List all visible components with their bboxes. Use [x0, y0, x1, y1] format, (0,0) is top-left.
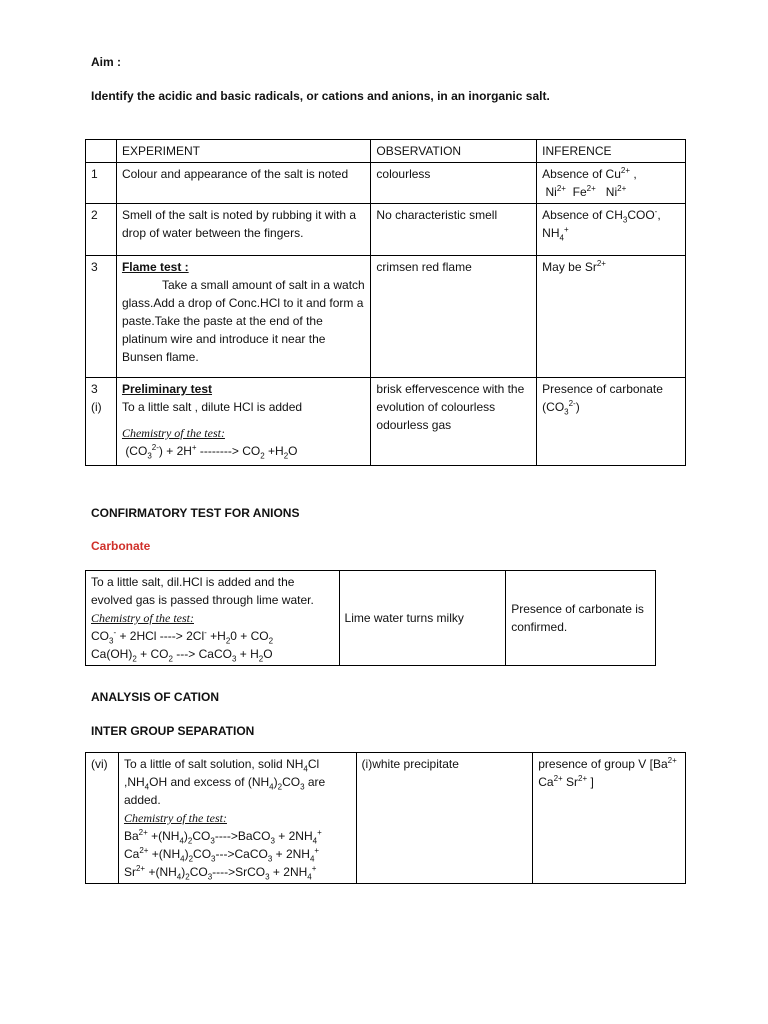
table-row [86, 256, 686, 378]
experiment-text: To a little of salt solution, solid $NH_4Cl$ $,NH_4OH$ and excess of $(NH_4)_2CO_3$ are added. [123, 757, 326, 807]
equation: $(CO_3^{2-}) + 2H^+$ --------> $CO_2 +H_2O$ [125, 443, 298, 461]
experiment-cell [118, 753, 356, 884]
confirmatory-heading: CONFIRMATORY TEST FOR ANIONS [91, 506, 300, 520]
observation-cell: colourless [371, 163, 537, 204]
header-experiment: EXPERIMENT [116, 140, 370, 163]
header-no [86, 140, 117, 163]
experiment-cell [116, 378, 370, 466]
flame-test-title: Flame test : [121, 260, 189, 274]
chemistry-heading: Chemistry of the test: [121, 426, 225, 440]
inference-cell: May be $Sr^{2+}$ [537, 256, 686, 378]
cation-heading: ANALYSIS OF CATION [91, 690, 220, 704]
table-row [86, 753, 686, 884]
inference-cell: Absence of $CH_3COO^-$, $NH_4^+$ [537, 204, 686, 256]
header-observation: OBSERVATION [371, 140, 537, 163]
aim-label: Aim : [91, 55, 121, 69]
row-number: 1 [86, 163, 117, 204]
preliminary-test-body: To a little salt , dilute HCl is added [121, 400, 303, 414]
intergroup-heading: INTER GROUP SEPARATION [91, 724, 255, 738]
experiment-cell: Colour and appearance of the salt is noted [116, 163, 370, 204]
row-number: 3 [86, 256, 117, 378]
flame-test-body: Take a small amount of salt in a watch glass.Add a drop of Conc.HCl to it and form a paste.Take the paste at the end of the platinum wire and introduce it near the Bunsen flame. [121, 278, 365, 364]
cation-table [85, 752, 686, 884]
equation: $Ca(OH)_2 + CO_2$ ---> CaCO$_3$ + $H_2O$ [91, 647, 273, 664]
chemistry-heading: Chemistry of the test: [123, 811, 227, 825]
experiment-cell [116, 256, 370, 378]
observation-cell: Lime water turns milky [339, 571, 506, 666]
table-header-row [86, 140, 686, 163]
table-row [86, 204, 686, 256]
equation: $Sr^{2+}$ $+(NH_4)_2CO_3---->SrCO_3 + 2NH_4^+$ [123, 864, 317, 882]
table-row [86, 163, 686, 204]
row-number: (vi) [86, 753, 119, 884]
observation-cell: No characteristic smell [371, 204, 537, 256]
table-row [86, 571, 656, 666]
inference-cell: Presence of carbonate $(CO_3^{2-})$ [537, 378, 686, 466]
table-row [86, 378, 686, 466]
header-inference: INFERENCE [537, 140, 686, 163]
preliminary-test-title: Preliminary test [121, 382, 213, 396]
row-number: 2 [86, 204, 117, 256]
row-number: 3 (i) [86, 378, 117, 466]
observation-cell: crimsen red flame [371, 256, 537, 378]
inference-cell: Absence of $Cu^{2+}$ , $Ni^{2+}$ $Fe^{2+}$ $Ni^{2+}$ [537, 163, 686, 204]
observation-cell: brisk effervescence with the evolution of colourless odourless gas [371, 378, 537, 466]
equation: $CO_3^- + 2HCl$ ----> $2Cl^- +H_20 + CO_2$ [91, 628, 274, 646]
carbonate-table [85, 570, 656, 666]
chemistry-heading: Chemistry of the test: [91, 611, 194, 625]
aim-text: Identify the acidic and basic radicals, or cations and anions, in an inorganic salt. [91, 89, 550, 103]
inference-cell: presence of group V [$Ba^{2+}$ $Ca^{2+}$ $Sr^{2+}$ ] [533, 753, 686, 884]
inference-cell: Presence of carbonate is confirmed. [506, 571, 656, 666]
main-table [85, 139, 686, 466]
observation-cell: (i)white precipitate [356, 753, 533, 884]
equation: $Ba^{2+}$ $+(NH_4)_2CO_3---->BaCO_3 + 2NH_4^+$ [123, 828, 322, 846]
experiment-cell: Smell of the salt is noted by rubbing it with a drop of water between the fingers. [116, 204, 370, 256]
carbonate-heading: Carbonate [91, 539, 151, 553]
equation: $Ca^{2+}$ $+(NH_4)_2CO_3--->CaCO_3 + 2NH_4^+$ [123, 846, 320, 864]
experiment-cell: To a little salt, dil.HCl is added and the evolved gas is passed through lime water. Chemistry of the test: $CO_3^- + 2HCl$ ----> $2Cl^- +H_20 + CO_2$ $Ca(OH)_2 + CO_2$ ---> CaCO$_3$ + $H_2O$ [86, 571, 340, 666]
